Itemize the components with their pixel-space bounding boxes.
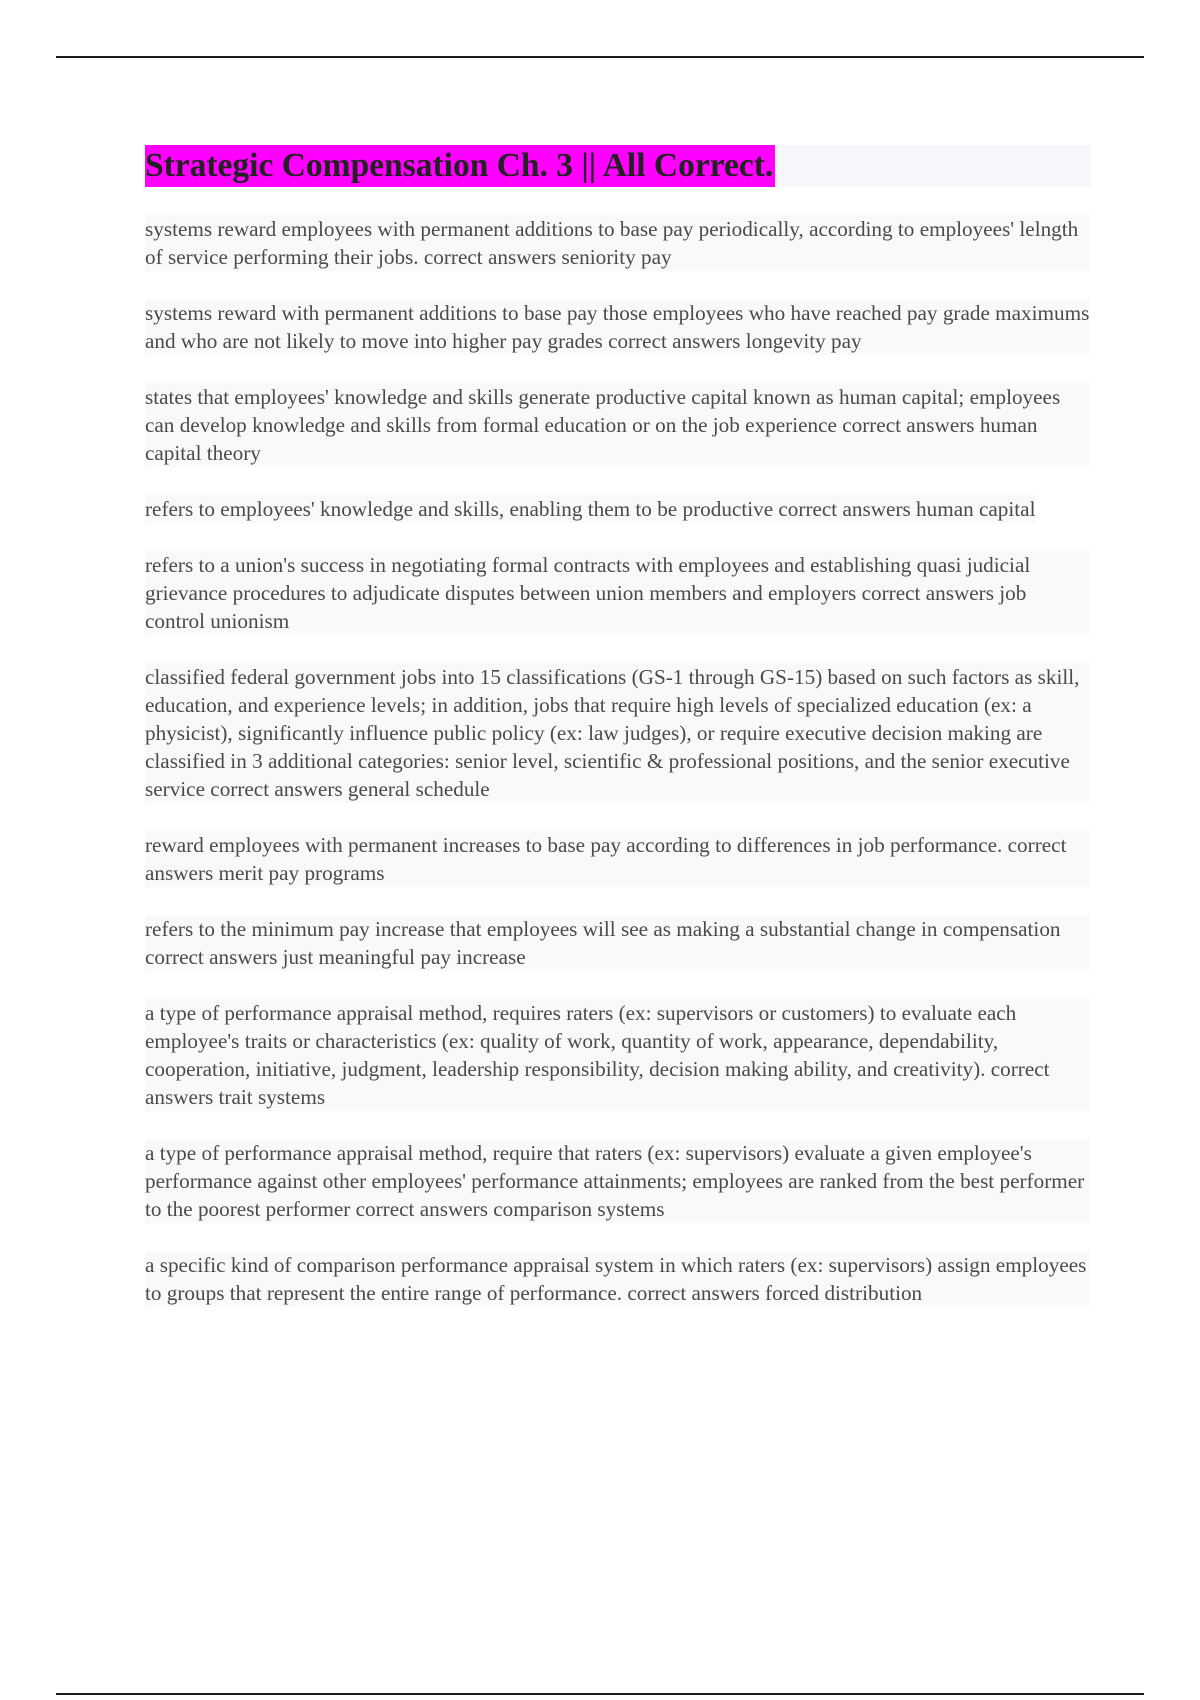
document-body [145,145,1090,1335]
entry-list [145,215,1090,1307]
entry-human-capital-theory: states that employees' knowledge and skills generate productive capital known as human capital; employees can develop knowledge and skills from formal education or on the job experience correct answers human capital theory [145,383,1090,467]
entry-job-control-unionism: refers to a union's success in negotiating formal contracts with employees and establishing quasi judicial grievance procedures to adjudicate disputes between union members and employers correct answers job control unionism [145,551,1090,635]
entry-just-meaningful-pay-increase: refers to the minimum pay increase that employees will see as making a substantial change in compensation correct answers just meaningful pay increase [145,915,1090,971]
entry-merit-pay-programs: reward employees with permanent increases to base pay according to differences in job performance. correct answers merit pay programs [145,831,1090,887]
entry-longevity-pay: systems reward with permanent additions to base pay those employees who have reached pay grade maximums and who are not likely to move into higher pay grades correct answers longevity pay [145,301,1090,353]
title-bar [145,145,1090,187]
top-rule [56,56,1144,58]
entry-human-capital: refers to employees' knowledge and skills, enabling them to be productive correct answers human capital [145,497,1036,521]
entry-general-schedule: classified federal government jobs into 15 classifications (GS-1 through GS-15) based on such factors as skill, education, and experience levels; in addition, jobs that require high levels of specialized education (ex: a physicist), significantly influence public policy (ex: law judges), or require executive decision making are classified in 3 additional categories: senior level, scientific & professional positions, and the senior executive service correct answers general schedule [145,663,1090,803]
entry-trait-systems: a type of performance appraisal method, requires raters (ex: supervisors or customers) to evaluate each employee's traits or characteristics (ex: quality of work, quantity of work, appearance, dependability, cooperation, initiative, judgment, leadership responsibility, decision making ability, and creativity). correct answers trait systems [145,999,1090,1111]
document-title: Strategic Compensation Ch. 3 || All Correct. [145,145,775,187]
bottom-rule [56,1693,1144,1695]
entry-comparison-systems: a type of performance appraisal method, require that raters (ex: supervisors) evaluate a given employee's performance against other employees' performance attainments; employees are ranked from the best performer to the poorest performer correct answers comparison systems [145,1139,1090,1223]
entry-forced-distribution: a specific kind of comparison performance appraisal system in which raters (ex: supervisors) assign employees to groups that represent the entire range of performance. correct answers forced distribution [145,1251,1090,1307]
entry-seniority-pay: systems reward employees with permanent additions to base pay periodically, according to employees' lelngth of service performing their jobs. correct answers seniority pay [145,215,1090,271]
